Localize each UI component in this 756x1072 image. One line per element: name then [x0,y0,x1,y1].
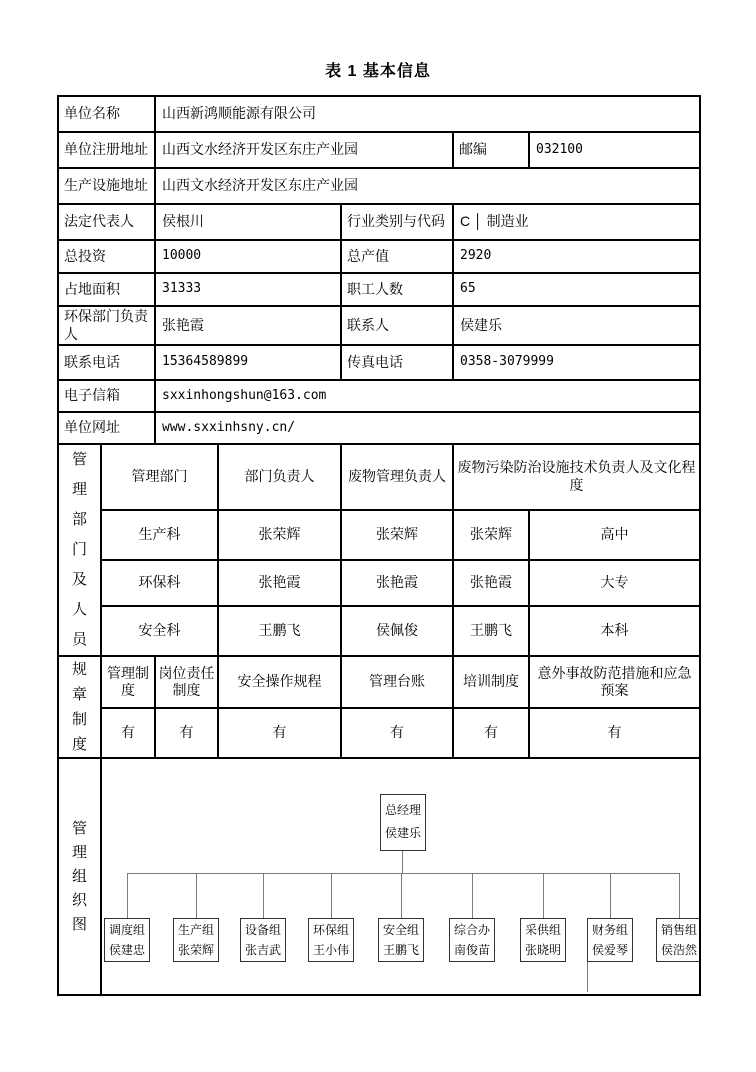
field-value-industry-code: C │ 制造业 [453,204,700,240]
org-group-label: 环保组 [312,923,349,937]
org-person-label: 侯建忠 [108,943,145,957]
field-label-website: 单位网址 [58,412,155,444]
org-person-label: 南俊苗 [453,943,490,957]
field-value-total-investment: 10000 [155,240,341,273]
table-row [58,168,700,204]
rules-header: 管理台账 [341,656,453,708]
field-label-area: 占地面积 [58,273,155,306]
table-row [58,510,700,560]
field-value-phone: 15364589899 [155,345,341,380]
org-chart [102,759,699,994]
table-row [58,560,700,605]
rules-value: 有 [218,708,341,758]
org-person-label: 张吉武 [244,943,281,957]
table-row [58,380,700,412]
management-cell: 本科 [529,606,700,657]
rules-value: 有 [101,708,155,758]
org-root-title: 总经理 [384,803,421,817]
org-drop-line [127,873,128,918]
section-label-rules: 规章制度 [58,656,101,758]
management-cell: 侯佩俊 [341,606,453,657]
field-label-industry-code: 行业类别与代码 [341,204,453,240]
org-group-box [308,918,354,962]
field-value-email: sxxinhongshun@163.com [155,380,700,412]
rules-header: 安全操作规程 [218,656,341,708]
field-label-facility-address: 生产设施地址 [58,168,155,204]
field-value-area: 31333 [155,273,341,306]
field-value-facility-address: 山西文水经济开发区东庄产业园 [155,168,700,204]
rules-header: 管理制度 [101,656,155,708]
org-group-label: 财务组 [591,923,628,937]
management-cell: 张艳霞 [341,560,453,605]
org-drop-line [679,873,680,918]
field-value-legal-representative: 侯根川 [155,204,341,240]
org-drop-line [196,873,197,918]
table-row [58,412,700,444]
rules-header: 岗位责任制度 [155,656,218,708]
rules-value: 有 [155,708,218,758]
field-value-contact-person: 侯建乐 [453,306,700,345]
org-horizontal-line [127,873,680,874]
org-person-label: 侯浩然 [660,943,697,957]
field-label-contact-person: 联系人 [341,306,453,345]
field-value-unit-name: 山西新鸿顺能源有限公司 [155,96,700,132]
section-label-management: 管理部门及人员 [58,444,101,656]
org-root-box [380,794,426,851]
management-cell: 安全科 [101,606,218,657]
management-cell: 环保科 [101,560,218,605]
management-cell: 张荣辉 [453,510,529,560]
field-value-total-output: 2920 [453,240,700,273]
management-cell: 张荣辉 [218,510,341,560]
field-label-postcode: 邮编 [453,132,529,168]
management-cell: 大专 [529,560,700,605]
org-person-label: 张荣辉 [177,943,214,957]
table-row [58,708,700,758]
org-person-label: 王鹏飞 [382,943,419,957]
management-cell: 张荣辉 [341,510,453,560]
org-group-label: 生产组 [177,923,214,937]
org-group-label: 调度组 [108,923,145,937]
field-value-fax: 0358-3079999 [453,345,700,380]
org-group-box [240,918,286,962]
management-cell: 王鹏飞 [218,606,341,657]
table-row [58,204,700,240]
management-header-dept-head: 部门负责人 [218,444,341,510]
field-value-registered-address: 山西文水经济开发区东庄产业园 [155,132,453,168]
org-root-connector-line [402,851,403,874]
section-label-org-chart: 管理组织图 [58,758,101,995]
org-drop-line [401,873,402,918]
org-group-label: 销售组 [660,923,697,937]
org-person-label: 张晓明 [524,943,561,957]
field-label-fax: 传真电话 [341,345,453,380]
field-label-legal-representative: 法定代表人 [58,204,155,240]
management-header-dept: 管理部门 [101,444,218,510]
org-stray-tick-line [587,962,588,992]
org-person-label: 王小伟 [312,943,349,957]
table-row [58,96,700,132]
management-cell: 高中 [529,510,700,560]
field-label-phone: 联系电话 [58,345,155,380]
basic-info-table [57,95,701,996]
rules-value: 有 [453,708,529,758]
org-group-box [449,918,495,962]
org-group-box [656,918,700,962]
org-group-label: 综合办 [453,923,490,937]
field-label-registered-address: 单位注册地址 [58,132,155,168]
table-row [58,240,700,273]
org-group-box [520,918,566,962]
rules-value: 有 [529,708,700,758]
org-group-box [104,918,150,962]
org-group-box [378,918,424,962]
org-drop-line [610,873,611,918]
table-row [58,132,700,168]
table-row [58,606,700,657]
page-title: 表 1 基本信息 [325,63,431,80]
org-person-label: 侯爱琴 [591,943,628,957]
table-row [58,345,700,380]
management-header-tech-head: 废物污染防治设施技术负责人及文化程度 [453,444,700,510]
table-row [58,758,700,995]
org-root-name: 侯建乐 [384,826,421,840]
org-group-box [173,918,219,962]
org-group-label: 设备组 [244,923,281,937]
org-drop-line [543,873,544,918]
table-row [58,306,700,345]
management-header-waste-head: 废物管理负责人 [341,444,453,510]
management-cell: 王鹏飞 [453,606,529,657]
management-cell: 张艳霞 [453,560,529,605]
table-row [58,656,700,708]
table-row [58,273,700,306]
field-value-env-manager: 张艳霞 [155,306,341,345]
management-cell: 张艳霞 [218,560,341,605]
table-row [58,444,700,510]
field-label-email: 电子信箱 [58,380,155,412]
field-value-postcode: 032100 [529,132,700,168]
field-value-website: www.sxxinhsny.cn/ [155,412,700,444]
field-label-employee-count: 职工人数 [341,273,453,306]
management-cell: 生产科 [101,510,218,560]
org-group-label: 采供组 [524,923,561,937]
rules-value: 有 [341,708,453,758]
field-label-unit-name: 单位名称 [58,96,155,132]
field-label-total-investment: 总投资 [58,240,155,273]
org-chart-area [101,758,700,995]
field-label-env-manager: 环保部门负责人 [58,306,155,345]
field-value-employee-count: 65 [453,273,700,306]
rules-header: 意外事故防范措施和应急预案 [529,656,700,708]
rules-header: 培训制度 [453,656,529,708]
org-drop-line [263,873,264,918]
org-drop-line [472,873,473,918]
field-label-total-output: 总产值 [341,240,453,273]
org-drop-line [331,873,332,918]
org-group-label: 安全组 [382,923,419,937]
org-group-box [587,918,633,962]
